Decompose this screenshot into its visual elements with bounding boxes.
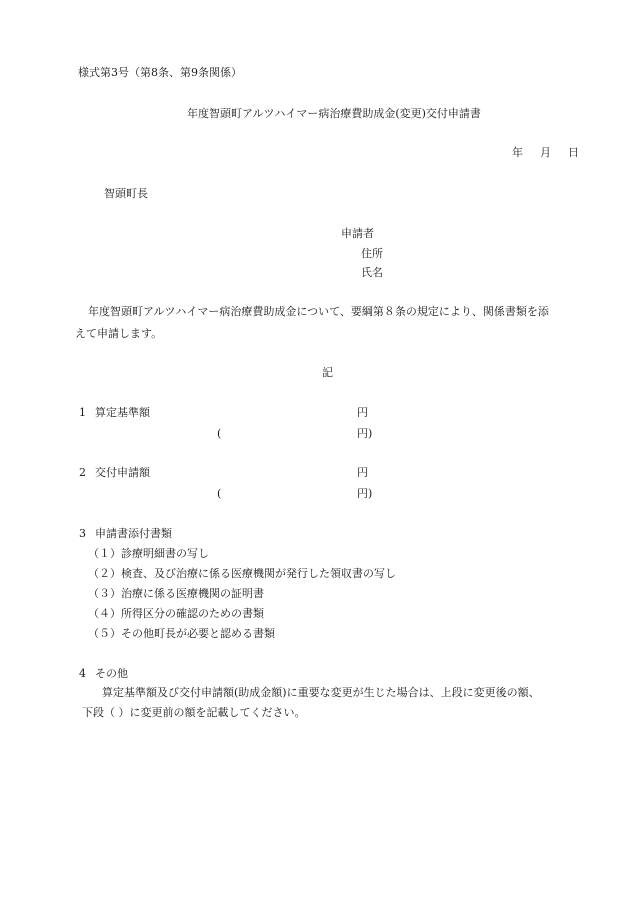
body-text-line: えて申請します。 [75, 327, 163, 340]
date-month: 月 [540, 146, 551, 159]
attachment-item: （１）診療明細書の写し [88, 547, 209, 560]
other-text-line: 算定基準額及び交付申請額(助成金額)に重要な変更が生じた場合は、上段に変更後の額、 [102, 686, 540, 699]
item-number: 2 [79, 466, 86, 479]
attachment-item: （２）検査、及び治療に係る医療機関が発行した領収書の写し [88, 567, 396, 580]
body-text-line: 年度智頭町アルツハイマー病治療費助成金について、要綱第８条の規定により、関係書類を添 [88, 305, 549, 318]
date-day: 日 [568, 146, 579, 159]
section-heading: その他 [95, 667, 128, 680]
applicant-label: 申請者 [341, 227, 374, 240]
attachment-item: （５）その他町長が必要と認める書類 [88, 627, 275, 640]
addressee: 智頭町長 [104, 187, 148, 200]
name-label: 氏名 [361, 266, 383, 279]
form-number: 様式第3号（第8条、第9条関係） [78, 66, 242, 79]
paren-yen-unit: 円) [357, 427, 373, 440]
paren-yen-unit: 円) [357, 487, 373, 500]
item-number: 1 [79, 406, 86, 419]
record-heading: 記 [322, 366, 333, 379]
item-label: 交付申請額 [95, 466, 150, 479]
other-text-line: 下段（ ）に変更前の額を記載してください。 [82, 706, 306, 719]
section-number: 3 [79, 527, 86, 540]
date-year: 年 [512, 146, 523, 159]
attachment-item: （４）所得区分の確認のための書類 [88, 607, 264, 620]
attachment-item: （３）治療に係る医療機関の証明書 [88, 587, 264, 600]
section-number: 4 [79, 667, 86, 680]
yen-unit: 円 [357, 406, 368, 419]
paren-open: ( [217, 487, 222, 500]
document-title: 年度智頭町アルツハイマー病治療費助成金(変更)交付申請書 [187, 107, 481, 120]
section-heading: 申請書添付書類 [95, 527, 172, 540]
paren-open: ( [217, 427, 222, 440]
yen-unit: 円 [357, 466, 368, 479]
item-label: 算定基準額 [95, 406, 150, 419]
address-label: 住所 [361, 247, 383, 260]
